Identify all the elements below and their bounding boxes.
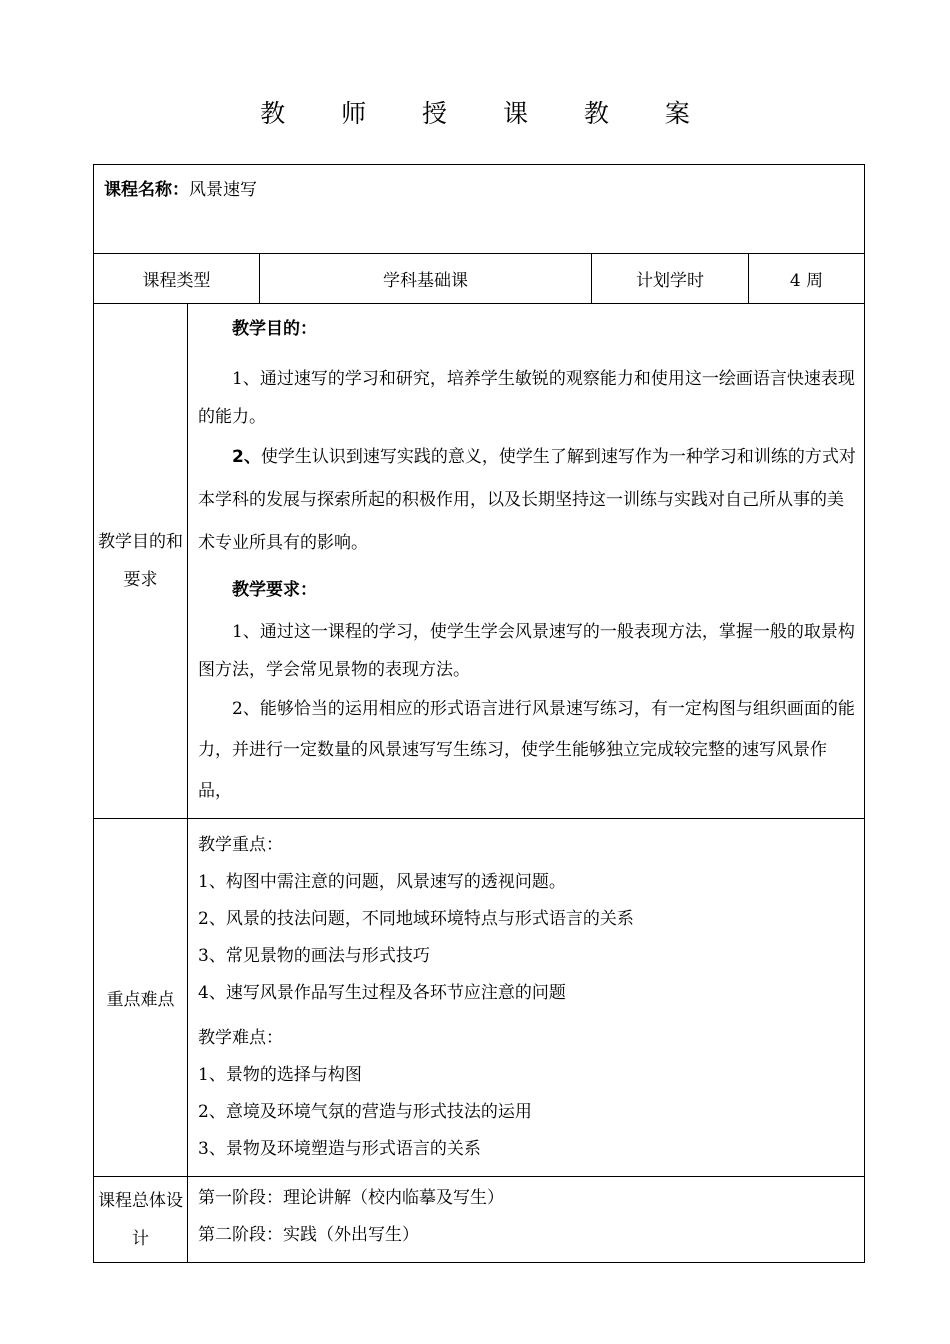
design-stage-2: 第二阶段：实践（外出写生）	[198, 1225, 419, 1245]
course-type-row	[94, 254, 865, 304]
purpose-heading: 教学目的：	[232, 319, 317, 339]
difficulty-item: 1、景物的选择与构图	[198, 1065, 362, 1085]
objectives-row-label: 教学目的和要求	[98, 532, 183, 590]
purpose-item-2-text: 使学生认识到速写实践的意义，使学生了解到速写作为一种学习和训练的方式对本学科的发展与探索所起的积极作用，以及长期坚持这一训练与实践对自己所从事的美术专业所具有的影响。	[198, 447, 856, 553]
course-name-value: 风景速写	[189, 180, 257, 200]
requirement-heading: 教学要求：	[232, 580, 317, 600]
objectives-row	[94, 304, 865, 819]
focus-item: 2、风景的技法问题，不同地域环境特点与形式语言的关系	[198, 909, 634, 929]
planned-hours-label: 计划学时	[592, 254, 749, 304]
focus-item: 4、速写风景作品写生过程及各环节应注意的问题	[198, 983, 566, 1003]
focus-heading: 教学重点：	[198, 835, 283, 855]
page-title: 教 师 授 课 教 案	[260, 99, 714, 128]
key-points-row-label: 重点难点	[106, 990, 175, 1010]
focus-item: 1、构图中需注意的问题，风景速写的透视问题。	[198, 872, 566, 892]
design-stage-1: 第一阶段：理论讲解（校内临摹及写生）	[198, 1188, 504, 1208]
difficulty-heading: 教学难点：	[198, 1028, 283, 1048]
key-points-row	[94, 819, 865, 1177]
lesson-plan-table	[93, 164, 865, 1263]
requirement-item-2: 2、能够恰当的运用相应的形式语言进行风景速写练习，有一定构图与组织画面的能力，并进行一定数量的风景速写写生练习，使学生能够独立完成较完整的速写风景作品，	[198, 699, 855, 801]
course-name-row	[94, 165, 865, 254]
difficulty-item: 2、意境及环境气氛的营造与形式技法的运用	[198, 1102, 532, 1122]
course-design-row-label: 课程总体设计	[98, 1190, 183, 1249]
purpose-item-2-number: 2、	[232, 447, 261, 467]
course-design-row	[94, 1177, 865, 1263]
course-name-label: 课程名称：	[104, 180, 189, 200]
focus-item: 3、常见景物的画法与形式技巧	[198, 946, 430, 966]
purpose-item-2	[198, 436, 856, 565]
requirement-item-1: 1、通过这一课程的学习，使学生学会风景速写的一般表现方法，掌握一般的取景构图方法，学会常见景物的表现方法。	[198, 622, 855, 680]
course-type-value: 学科基础课	[260, 254, 592, 304]
purpose-item-1: 1、通过速写的学习和研究，培养学生敏锐的观察能力和使用这一绘画语言快速表现的能力。	[198, 369, 855, 427]
course-type-label: 课程类型	[94, 254, 260, 304]
difficulty-item: 3、景物及环境塑造与形式语言的关系	[198, 1139, 481, 1159]
planned-hours-value: 4 周	[749, 254, 865, 304]
